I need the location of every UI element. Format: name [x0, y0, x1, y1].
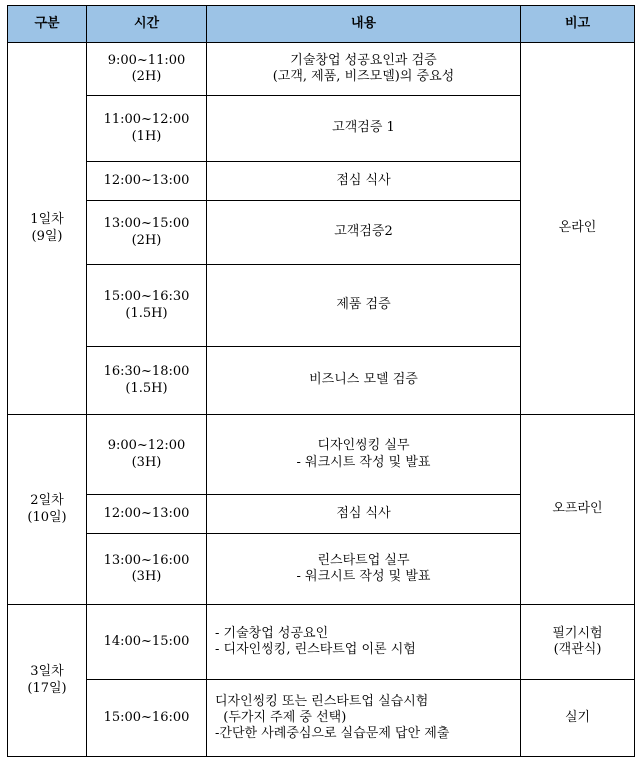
day-remarks: 오프라인	[521, 415, 635, 605]
table-row	[8, 605, 635, 680]
session-content: 기술창업 성공요인과 검증 (고객, 제품, 비즈모델)의 중요성	[207, 43, 521, 96]
table-row	[8, 415, 635, 495]
session-content: 고객검증2	[207, 201, 521, 265]
session-content: 디자인씽킹 또는 린스타트업 실습시험 (두가지 주제 중 선택) -간단한 사례중심으로 실습문제 답안 제출	[207, 680, 521, 757]
schedule-table	[7, 5, 635, 757]
header-row	[8, 6, 635, 43]
session-time: 15:00~16:30 (1.5H)	[87, 265, 207, 347]
session-remarks: 실기	[521, 680, 635, 757]
header-time: 시간	[87, 6, 207, 43]
day-remarks: 온라인	[521, 43, 635, 415]
session-remarks: 필기시험 (객관식)	[521, 605, 635, 680]
session-content: 디자인씽킹 실무 - 워크시트 작성 및 발표	[207, 415, 521, 495]
session-time: 12:00~13:00	[87, 495, 207, 534]
session-time: 13:00~16:00 (3H)	[87, 534, 207, 605]
day-label: 2일차 (10일)	[8, 415, 87, 605]
header-category: 구분	[8, 6, 87, 43]
session-time: 9:00~12:00 (3H)	[87, 415, 207, 495]
header-content: 내용	[207, 6, 521, 43]
session-content: 점심 식사	[207, 495, 521, 534]
session-time: 9:00~11:00 (2H)	[87, 43, 207, 96]
session-time: 15:00~16:00	[87, 680, 207, 757]
session-time: 11:00~12:00 (1H)	[87, 96, 207, 162]
header-remarks: 비고	[521, 6, 635, 43]
session-content: 점심 식사	[207, 162, 521, 201]
session-content: 고객검증 1	[207, 96, 521, 162]
session-content: - 기술창업 성공요인 - 디자인씽킹, 린스타트업 이론 시험	[207, 605, 521, 680]
day-label: 1일차 (9일)	[8, 43, 87, 415]
session-content: 제품 검증	[207, 265, 521, 347]
session-time: 14:00~15:00	[87, 605, 207, 680]
table-row	[8, 43, 635, 96]
session-content: 비즈니스 모델 검증	[207, 347, 521, 415]
day-label: 3일차 (17일)	[8, 605, 87, 757]
session-time: 13:00~15:00 (2H)	[87, 201, 207, 265]
table-row	[8, 680, 635, 757]
session-time: 16:30~18:00 (1.5H)	[87, 347, 207, 415]
session-time: 12:00~13:00	[87, 162, 207, 201]
session-content: 린스타트업 실무 - 워크시트 작성 및 발표	[207, 534, 521, 605]
